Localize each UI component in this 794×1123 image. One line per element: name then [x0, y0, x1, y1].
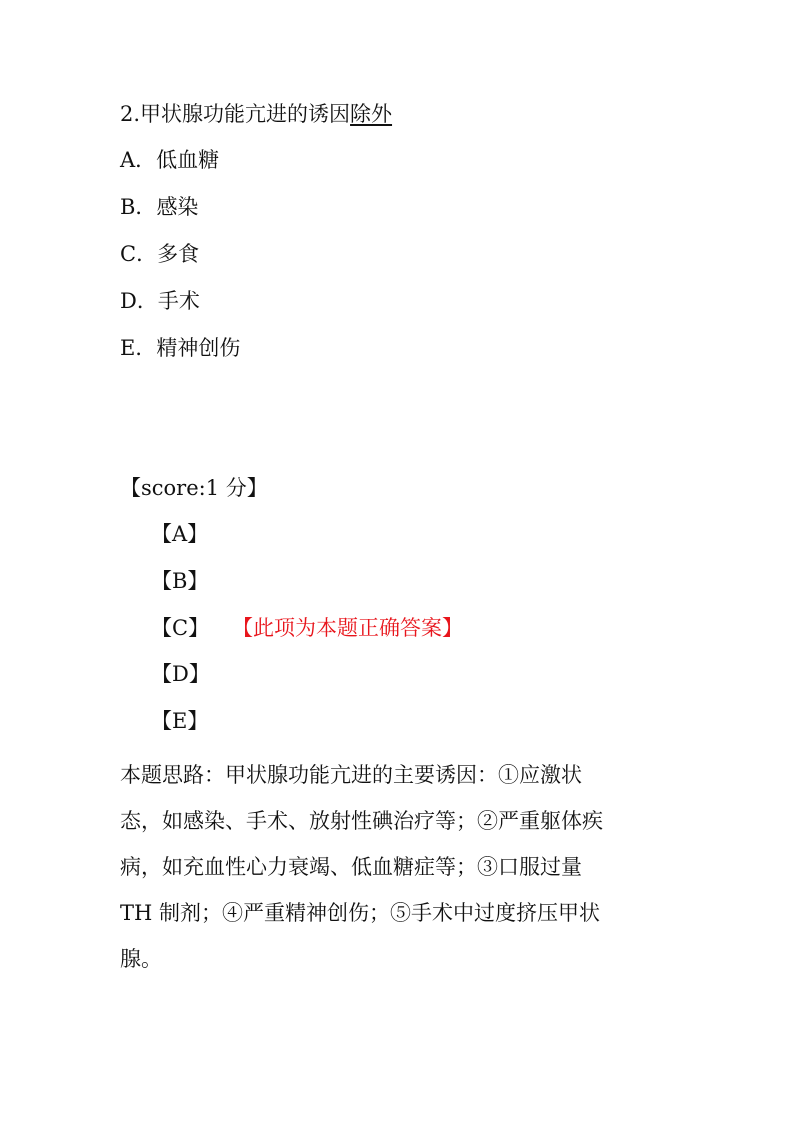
option-a: [120, 148, 219, 172]
answer-d: 【D】: [151, 662, 210, 686]
option-letter: E．: [120, 336, 157, 360]
option-letter: A．: [120, 148, 157, 172]
score-label: 【score:1 分】: [120, 476, 268, 500]
option-text: 低血糖: [156, 148, 220, 172]
explanation-line: 态，如感染、手术、放射性碘治疗等；②严重躯体疾: [120, 809, 603, 833]
option-e: [120, 336, 240, 360]
question-prefix: 2.甲状腺功能亢进的诱因: [120, 102, 351, 126]
question-text: [120, 102, 392, 126]
correct-answer-note: 【此项为本题正确答案】: [232, 616, 463, 640]
option-d: [120, 289, 200, 313]
option-letter: B．: [120, 195, 157, 219]
option-text: 手术: [157, 289, 200, 313]
option-text: 精神创伤: [156, 336, 241, 360]
answer-b: 【B】: [151, 569, 209, 593]
explanation-line: 本题思路：甲状腺功能亢进的主要诱因：①应激状: [120, 763, 582, 787]
option-c: [120, 242, 199, 266]
question-underlined-keyword: 除外: [350, 102, 393, 126]
explanation: [120, 752, 680, 982]
option-letter: D．: [120, 289, 158, 313]
option-text: 多食: [157, 242, 200, 266]
answer-c: 【C】: [151, 616, 210, 640]
explanation-line: 腺。: [120, 947, 162, 971]
explanation-line: 病，如充血性心力衰竭、低血糖症等；③口服过量: [120, 855, 582, 879]
option-b: [120, 195, 198, 219]
option-text: 感染: [156, 195, 199, 219]
answer-e: 【E】: [151, 709, 209, 733]
explanation-line: TH 制剂；④严重精神创伤；⑤手术中过度挤压甲状: [120, 901, 600, 925]
option-letter: C．: [120, 242, 158, 266]
answer-a: 【A】: [151, 522, 209, 546]
